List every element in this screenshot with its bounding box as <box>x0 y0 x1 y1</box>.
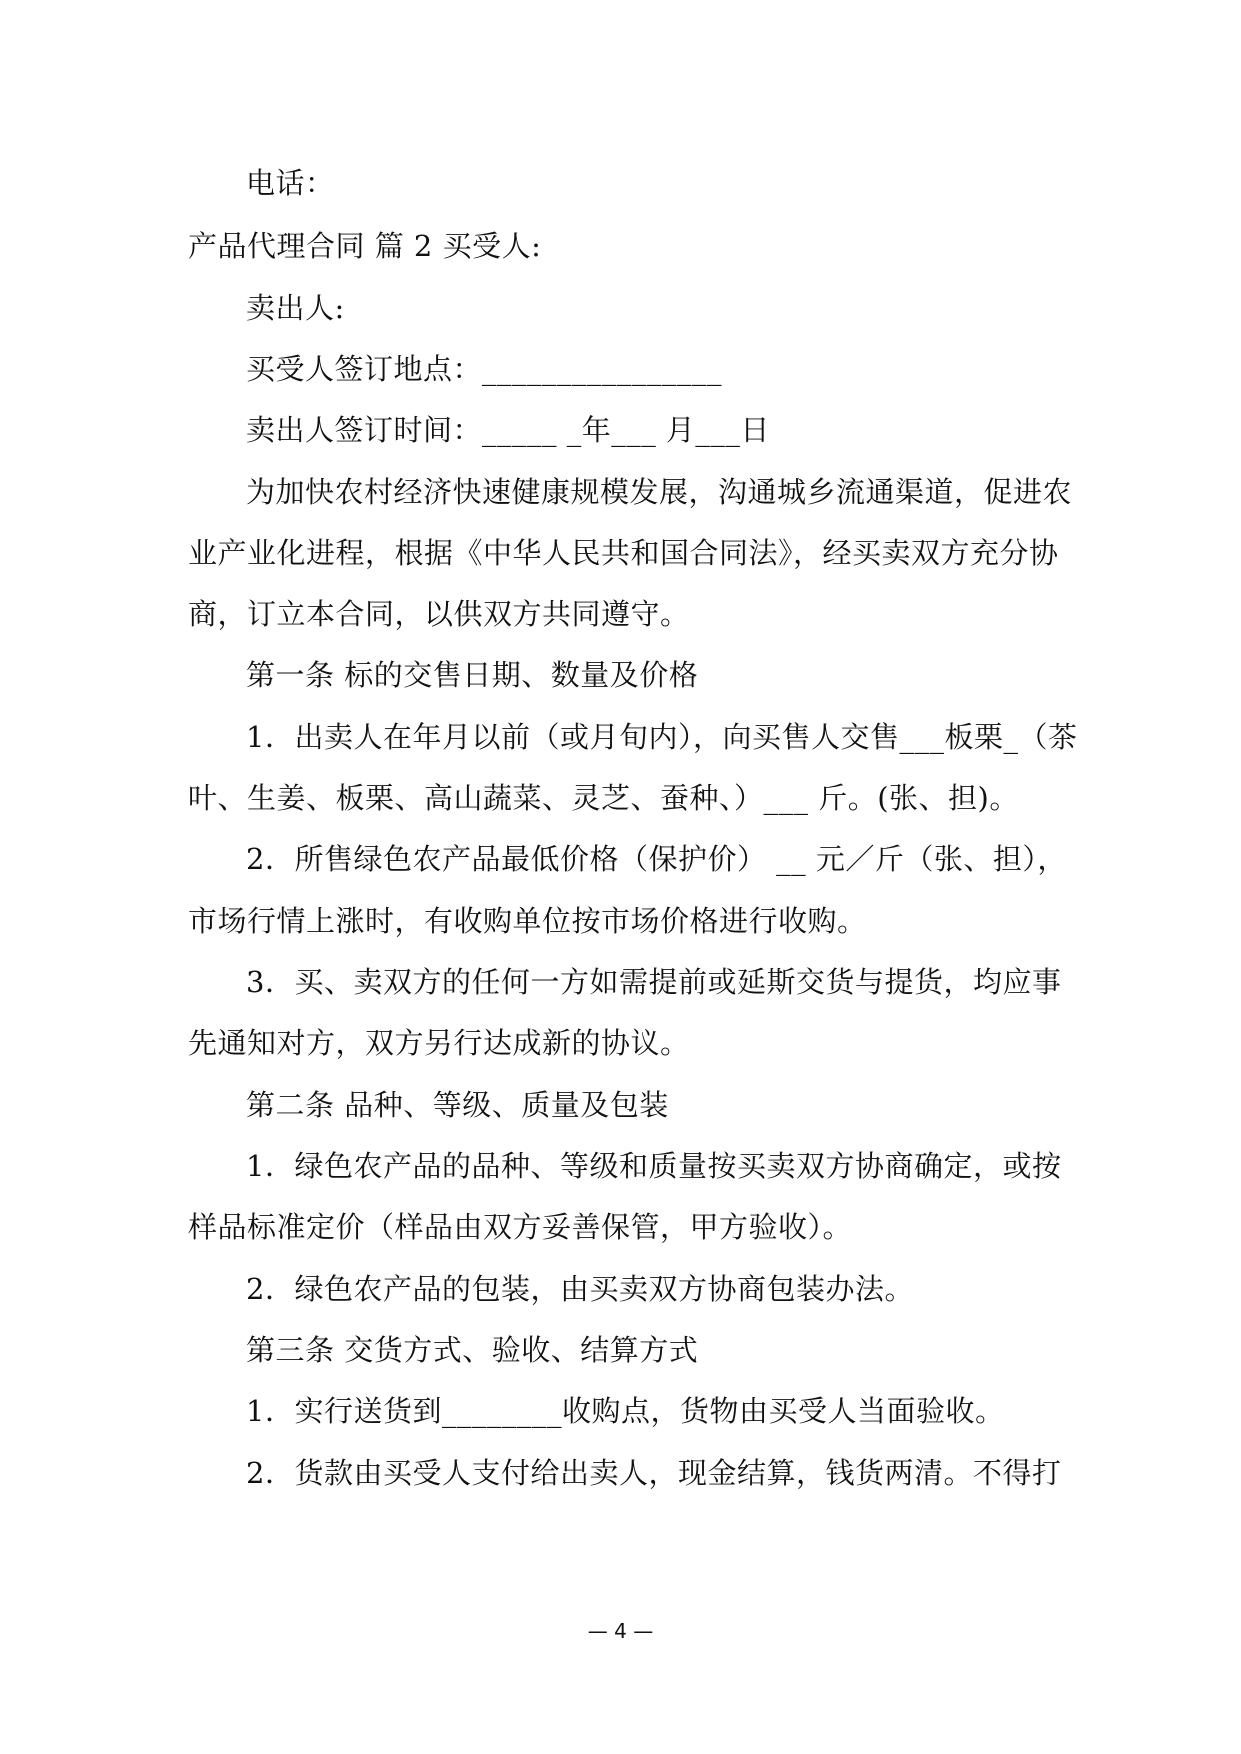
clause-line: 市场行情上涨时，有收购单位按市场价格进行收购。 <box>188 904 867 938</box>
seller-line: 卖出人: <box>246 291 345 325</box>
article-heading: 第三条 交货方式、验收、结算方式 <box>246 1333 699 1367</box>
phone-line: 电话： <box>246 166 335 200</box>
sign-time-line: 卖出人签订时间：_____ _年___ 月___日 <box>246 413 770 447</box>
page-number: — 4 — <box>587 1619 654 1643</box>
clause-line: 3．买、卖双方的任何一方如需提前或延斯交货与提货，均应事 <box>246 965 1062 999</box>
contract-title-line: 产品代理合同 篇 2 买受人: <box>188 229 542 263</box>
clause-line: 先通知对方，双方另行达成新的协议。 <box>188 1026 690 1060</box>
paragraph-line: 业产业化进程，根据《中华人民共和国合同法》，经买卖双方充分协 <box>188 536 1059 570</box>
clause-line: 2．货款由买受人支付给出卖人，现金结算，钱货两清。不得打 <box>246 1456 1062 1490</box>
article-heading: 第二条 品种、等级、质量及包装 <box>246 1088 669 1122</box>
sign-place-line: 买受人签订地点：________________ <box>246 352 723 386</box>
clause-line: 1．绿色农产品的品种、等级和质量按买卖双方协商确定，或按 <box>246 1149 1062 1183</box>
paragraph-line: 商，订立本合同，以供双方共同遵守。 <box>188 597 690 631</box>
clause-line: 1．实行送货到________收购点，货物由买受人当面验收。 <box>246 1394 1005 1428</box>
article-heading: 第一条 标的交售日期、数量及价格 <box>246 658 699 692</box>
clause-line: 2．绿色农产品的包装，由买卖双方协商包装办法。 <box>246 1272 914 1306</box>
clause-line: 叶、生姜、板栗、高山蔬菜、灵芝、蚕种、）___ 斤。(张、担)。 <box>188 781 1019 815</box>
clause-line: 样品标准定价（样品由双方妥善保管，甲方验收）。 <box>188 1210 853 1244</box>
paragraph-line: 为加快农村经济快速健康规模发展，沟通城乡流通渠道，促进农 <box>246 475 1073 509</box>
clause-line: 1．出卖人在年月以前（或月旬内），向买售人交售___板栗_（茶 <box>246 720 1078 754</box>
clause-line: 2．所售绿色农产品最低价格（保护价） __ 元／斤（张、担）， <box>246 842 1067 876</box>
